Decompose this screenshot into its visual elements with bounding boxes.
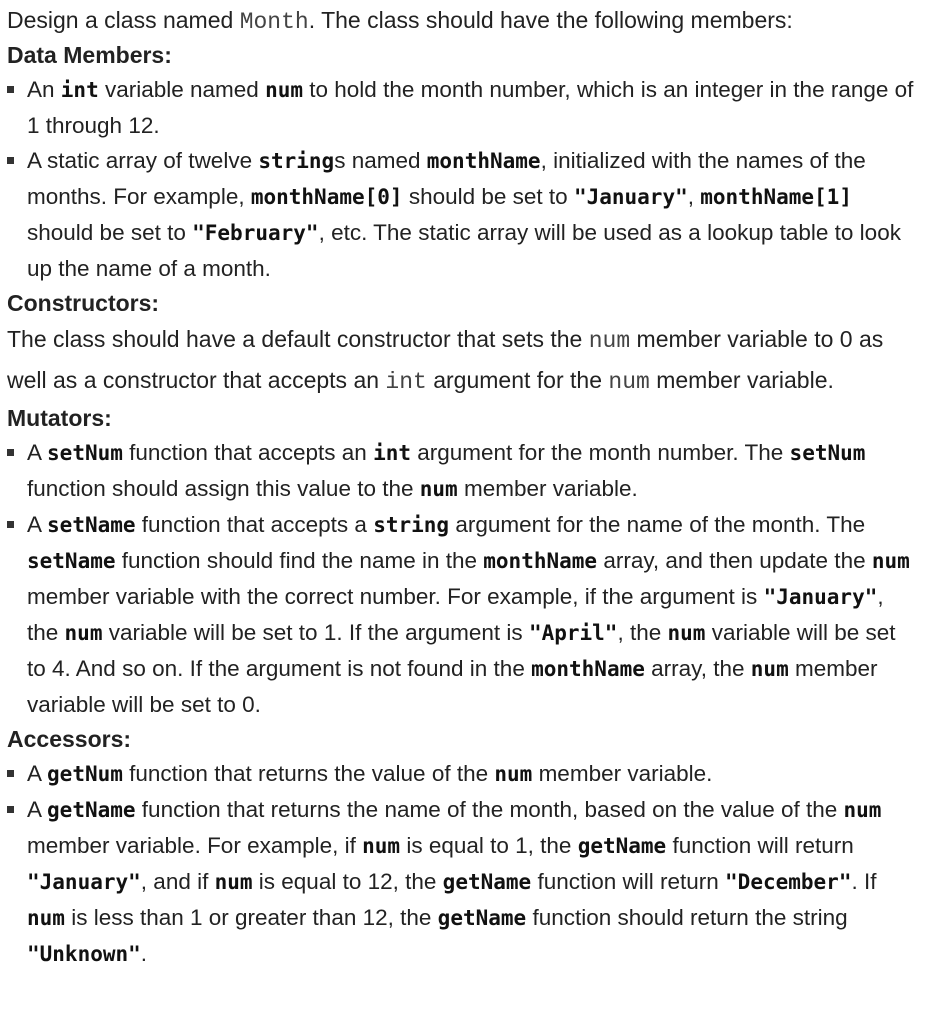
list-item: A static array of twelve strings named monthName, initialized with the names of the months. For example, monthName[0] should be set to "January", monthName[1] should be set to "February", etc. The static array will be used as a lookup table to look up the name of a month. bbox=[7, 143, 918, 286]
intro-paragraph: Design a class named Month. The class should have the following members: bbox=[7, 7, 793, 35]
bullet-icon bbox=[7, 806, 14, 813]
data-members-heading: Data Members: bbox=[7, 42, 172, 68]
constructors-heading: Constructors: bbox=[7, 290, 160, 316]
bullet-icon bbox=[7, 86, 14, 93]
bullet-icon bbox=[7, 449, 14, 456]
bullet-icon bbox=[7, 521, 14, 528]
bullet-icon bbox=[7, 770, 14, 777]
list-item: A setName function that accepts a string argument for the name of the month. The setName function should find the name in the monthName array, and then update the num member variable with the correct number. For example, if the argument is "January", the num variable will be set to 1. If the argument is "April", the num variable will be set to 4. And so on. If the argument is not found in the monthName array, the num member variable will be set to 0. bbox=[7, 507, 918, 722]
data-members-list bbox=[7, 72, 918, 286]
list-item: An int variable named num to hold the month number, which is an integer in the range of 1 through 12. bbox=[7, 72, 918, 143]
list-item: A getName function that returns the name of the month, based on the value of the num member variable. For example, if num is equal to 1, the getName function will return "January", and if num is equal to 12, the getName function will return "December". If num is less than 1 or greater than 12, the getName function should return the string "Unknown". bbox=[7, 792, 918, 972]
list-item: A setNum function that accepts an int argument for the month number. The setNum function should assign this value to the num member variable. bbox=[7, 435, 918, 507]
list-item: A getNum function that returns the value of the num member variable. bbox=[7, 756, 918, 792]
mutators-list bbox=[7, 435, 918, 722]
constructors-paragraph: The class should have a default constructor that sets the num member variable to 0 as well as a constructor that accepts an int argument for the num member variable. bbox=[7, 326, 884, 395]
mutators-heading: Mutators: bbox=[7, 405, 112, 431]
accessors-list bbox=[7, 756, 918, 972]
accessors-heading: Accessors: bbox=[7, 726, 132, 752]
bullet-icon bbox=[7, 157, 14, 164]
class-name-code: Month bbox=[239, 9, 309, 35]
